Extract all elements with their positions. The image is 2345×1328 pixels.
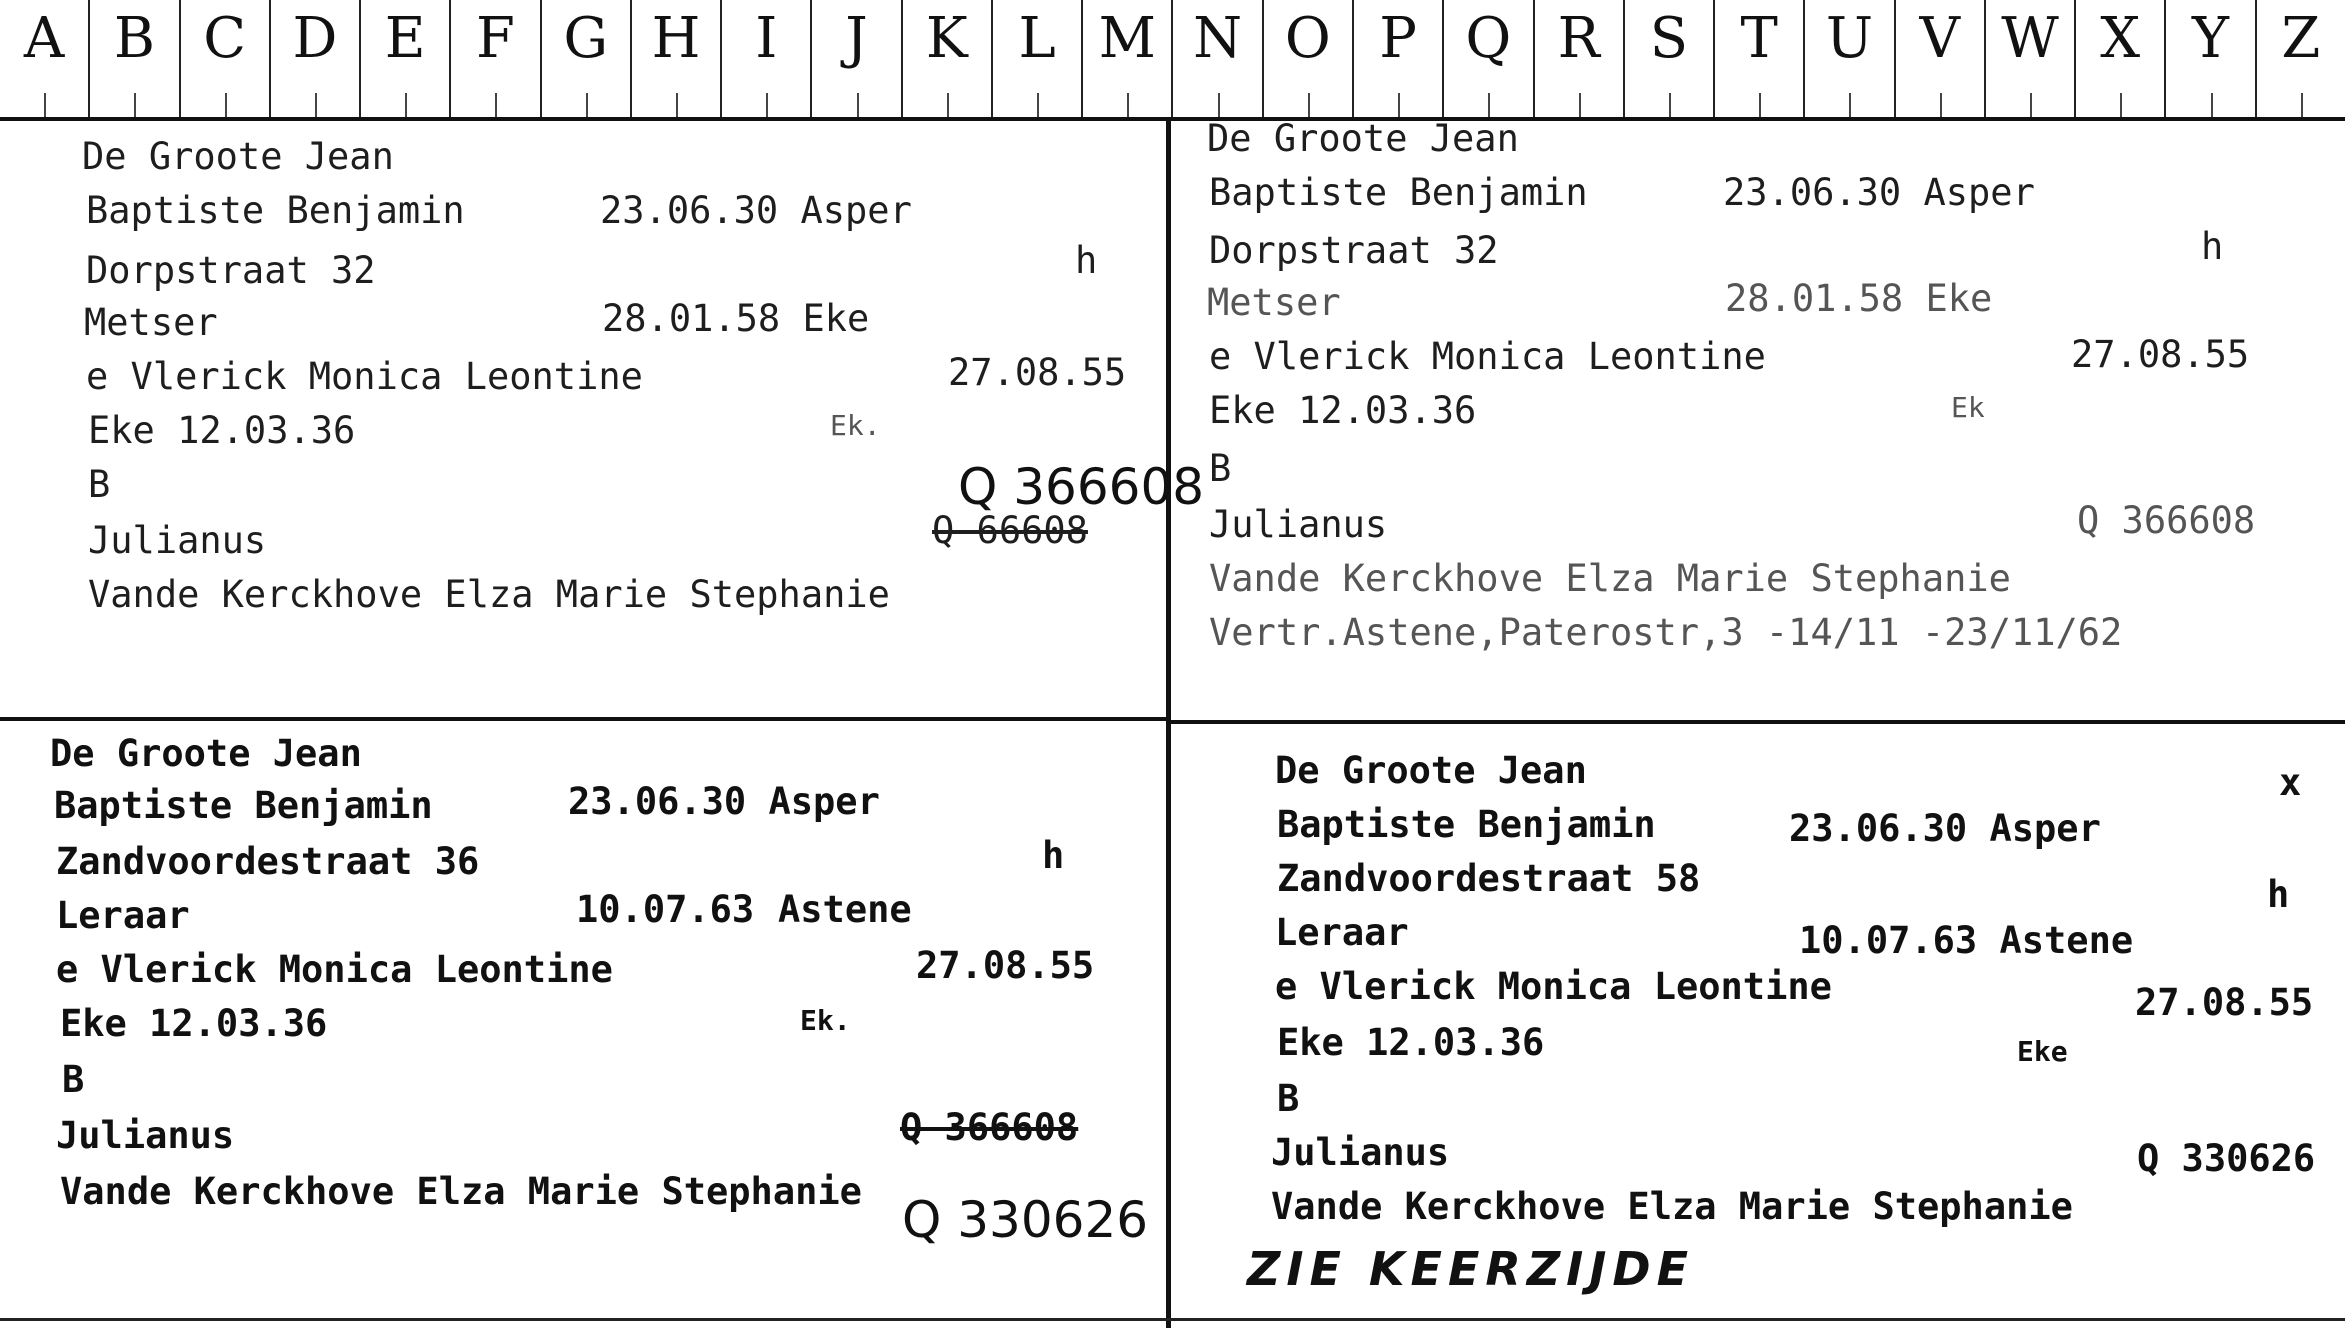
card-spouse-birth: Eke 12.03.36: [1277, 1021, 1545, 1064]
card-given-names: Baptiste Benjamin: [86, 189, 465, 232]
card-handwritten-note: ZIE KEERZIJDE: [1247, 1242, 1695, 1296]
card-spouse: e Vlerick Monica Leontine: [1275, 965, 1832, 1008]
card-number-handwritten: Q 330626: [902, 1191, 1149, 1249]
card-mother: Vande Kerckhove Elza Marie Stephanie: [1209, 557, 2011, 600]
card-address: Dorpstraat 32: [86, 249, 376, 292]
card-spouse: e Vlerick Monica Leontine: [86, 355, 643, 398]
card-occupation: Leraar: [1275, 911, 1409, 954]
card-address: Zandvoordestraat 58: [1277, 857, 1701, 900]
card-given-names: Baptiste Benjamin: [54, 784, 433, 827]
index-letter-z: Z: [2257, 0, 2345, 117]
card-occupation: Metser: [1207, 281, 1341, 324]
card-occupation: Leraar: [56, 894, 190, 937]
index-letter-u: U: [1805, 0, 1895, 117]
card-residence: 10.07.63 Astene: [1799, 919, 2134, 962]
index-letter-t: T: [1715, 0, 1805, 117]
bottom-border: [0, 1318, 2345, 1321]
card-x-mark: x: [2279, 761, 2302, 804]
card-residence: 28.01.58 Eke: [602, 297, 870, 340]
index-letter-h: H: [632, 0, 722, 117]
index-letter-d: D: [271, 0, 361, 117]
card-name: De Groote Jean: [1275, 749, 1587, 792]
card-given-names: Baptiste Benjamin: [1209, 171, 1588, 214]
card-marriage-date: 27.08.55: [2071, 333, 2250, 376]
card-birth: 23.06.30 Asper: [1723, 171, 2035, 214]
index-letter-f: F: [451, 0, 541, 117]
card-bottom-left: [0, 721, 1166, 1318]
card-b: B: [62, 1058, 85, 1101]
card-residence-date: 10.07.63: [576, 888, 755, 931]
index-letter-o: O: [1264, 0, 1354, 117]
card-birth: 23.06.30 Asper: [600, 189, 912, 232]
index-letter-s: S: [1625, 0, 1715, 117]
index-letter-y: Y: [2166, 0, 2256, 117]
card-number-handwritten: Q 366608: [958, 458, 1205, 516]
card-eke-mark: Ek.: [800, 1004, 851, 1037]
card-code: h: [2201, 225, 2224, 268]
card-father: Julianus: [1271, 1131, 1450, 1174]
card-occupation: Metser: [84, 301, 218, 344]
index-letter-m: M: [1083, 0, 1173, 117]
index-letter-g: G: [542, 0, 632, 117]
card-father: Julianus: [88, 519, 267, 562]
card-name: De Groote Jean: [50, 732, 362, 775]
card-top-left: [0, 120, 1205, 717]
card-code: h: [1075, 239, 1098, 282]
card-eke-mark: Eke: [2017, 1035, 2068, 1068]
card-name: De Groote Jean: [82, 135, 394, 178]
card-address: Dorpstraat 32: [1209, 229, 1499, 272]
index-letter-c: C: [181, 0, 271, 117]
card-code: h: [2267, 873, 2290, 916]
card-code: h: [1042, 834, 1065, 877]
card-note: Vertr.Astene,Paterostr,3 -14/11 -23/11/62: [1209, 611, 2123, 654]
card-address: Zandvoordestraat 36: [56, 840, 480, 883]
alphabet-index: [0, 0, 2345, 121]
index-letter-i: I: [722, 0, 812, 117]
card-spouse: e Vlerick Monica Leontine: [1209, 335, 1766, 378]
card-spouse-birth: Eke 12.03.36: [1209, 389, 1477, 432]
index-letter-p: P: [1354, 0, 1444, 117]
index-letter-w: W: [1986, 0, 2076, 117]
card-mother: Vande Kerckhove Elza Marie Stephanie: [88, 573, 890, 616]
card-b: B: [1209, 447, 1232, 490]
card-number: Q 330626: [2137, 1137, 2316, 1180]
card-name: De Groote Jean: [1207, 117, 1519, 160]
card-number-struck: Q 366608: [900, 1106, 1079, 1149]
index-letter-b: B: [90, 0, 180, 117]
card-marriage-date: 27.08.55: [2135, 981, 2314, 1024]
card-residence-place: Astene: [778, 888, 912, 931]
card-b: B: [88, 463, 111, 506]
index-letter-v: V: [1896, 0, 1986, 117]
card-number: Q 366608: [2077, 499, 2256, 542]
card-birth: 23.06.30 Asper: [1789, 807, 2101, 850]
index-letter-l: L: [993, 0, 1083, 117]
card-birth: 23.06.30 Asper: [568, 780, 880, 823]
index-letter-r: R: [1535, 0, 1625, 117]
card-residence: 28.01.58 Eke: [1725, 277, 1993, 320]
card-b: B: [1277, 1077, 1300, 1120]
card-bottom-right: [1171, 724, 2345, 1318]
card-number-struck: Q 66608: [932, 509, 1088, 552]
index-letter-j: J: [812, 0, 902, 117]
card-eke-mark: Ek: [1951, 391, 1985, 424]
index-letter-q: Q: [1444, 0, 1534, 117]
card-marriage-date: 27.08.55: [948, 351, 1127, 394]
card-mother: Vande Kerckhove Elza Marie Stephanie: [60, 1170, 862, 1213]
card-marriage-date: 27.08.55: [916, 944, 1095, 987]
card-given-names: Baptiste Benjamin: [1277, 803, 1656, 846]
index-letter-n: N: [1173, 0, 1263, 117]
index-letter-e: E: [361, 0, 451, 117]
card-eke-mark: Ek.: [830, 409, 881, 442]
card-top-right: [1171, 117, 2345, 720]
index-letter-k: K: [903, 0, 993, 117]
card-mother: Vande Kerckhove Elza Marie Stephanie: [1271, 1185, 2073, 1228]
index-letter-x: X: [2076, 0, 2166, 117]
card-father: Julianus: [56, 1114, 235, 1157]
index-letter-a: A: [0, 0, 90, 117]
card-father: Julianus: [1209, 503, 1388, 546]
card-spouse-birth: Eke 12.03.36: [88, 409, 356, 452]
card-spouse-birth: Eke 12.03.36: [60, 1002, 328, 1045]
card-spouse: e Vlerick Monica Leontine: [56, 948, 613, 991]
